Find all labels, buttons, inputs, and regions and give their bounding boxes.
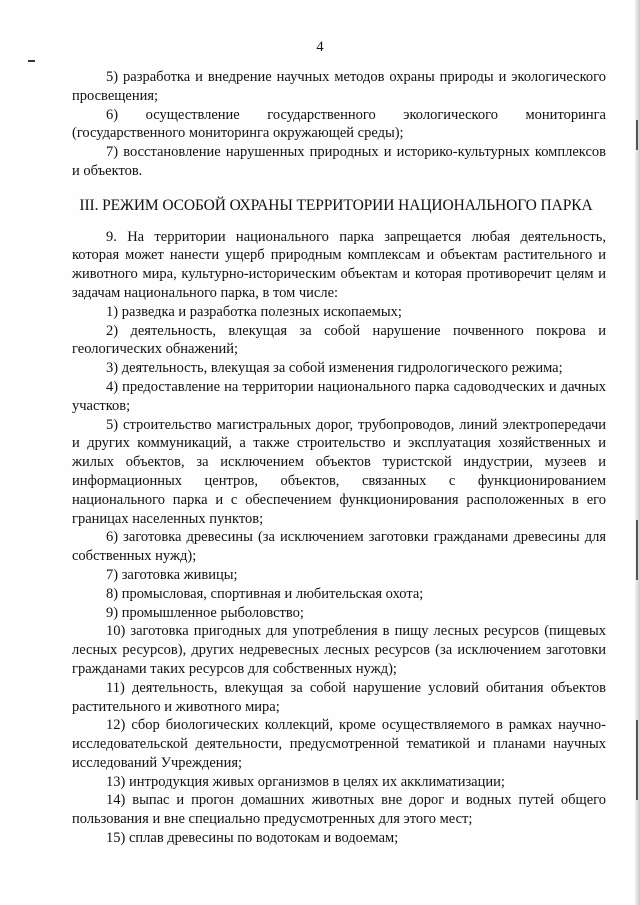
scan-speck [636,520,638,580]
prohibition-item-12: 12) сбор биологических коллекций, кроме осуществляемого в рамках научно-исследовательской деятельности, предусмотренной тематикой и планами научных исследований Учреждения; [72,717,606,771]
prohibition-item-7: 7) заготовка живицы; [106,566,238,583]
scan-speck [636,120,638,150]
prohibition-item-15: 15) сплав древесины по водотокам и водоемам; [106,830,399,847]
prohibition-item-8: 8) промысловая, спортивная и любительская охота; [106,585,424,602]
intro-item-6: 6) осуществление государственного экологического мониторинга (государственного мониторинга окружающей среды); [72,106,606,142]
intro-item-7: 7) восстановление нарушенных природных и историко-культурных комплексов и объектов. [72,144,606,179]
prohibition-item-9: 9) промышленное рыболовство; [106,604,304,621]
prohibition-item-3: 3) деятельность, влекущая за собой изменения гидрологического режима; [106,360,563,377]
section-title: III. РЕЖИМ ОСОБОЙ ОХРАНЫ ТЕРРИТОРИИ НАЦИОНАЛЬНОГО ПАРКА [79,196,593,214]
prohibition-item-14: 14) выпас и прогон домашних животных вне дорог и водных путей общего пользования и вне специально предусмотренных для этого мест; [72,792,606,828]
prohibition-item-10: 10) заготовка пригодных для употребления в пищу лесных ресурсов (пищевых лесных ресурсов), других недревесных лесных ресурсов (за исключением заготовки гражданами таких ресурсов для собственных нужд); [72,623,606,677]
prohibition-item-1: 1) разведка и разработка полезных ископаемых; [106,303,402,320]
margin-mark [28,60,35,62]
prohibition-item-4: 4) предоставление на территории национального парка садоводческих и дачных участков; [72,378,606,414]
scan-speck [636,720,638,800]
clause-9: 9. На территории национального парка запрещается любая деятельность, которая может нанести ущерб природным комплексам и объектам растительного и животного мира, культурно-историческим объектам и которая противоречит целям и задачам национального парка, в том числе: [72,228,606,301]
page-number: 4 [316,39,324,55]
intro-item-5: 5) разработка и внедрение научных методов охраны природы и экологического просвещения; [72,69,606,104]
prohibition-item-2: 2) деятельность, влекущая за собой нарушение почвенного покрова и геологических обнажений; [72,322,606,358]
prohibition-item-13: 13) интродукция живых организмов в целях их акклиматизации; [106,773,505,790]
prohibition-item-11: 11) деятельность, влекущая за собой нарушение условий обитания объектов растительного и животного мира; [72,679,606,715]
prohibition-item-5: 5) строительство магистральных дорог, трубопроводов, линий электропередачи и других коммуникаций, а также строительство и эксплуатация хозяйственных и жилых объектов, за исключением объектов туристской индустрии, музеев и информационных центров, объектов, связанных с функционированием национального парка и с обеспечением функционирования расположенных в его границах населенных пунктов; [72,416,606,527]
prohibition-item-6: 6) заготовка древесины (за исключением заготовки гражданами древесины для собственных нужд); [72,529,606,565]
